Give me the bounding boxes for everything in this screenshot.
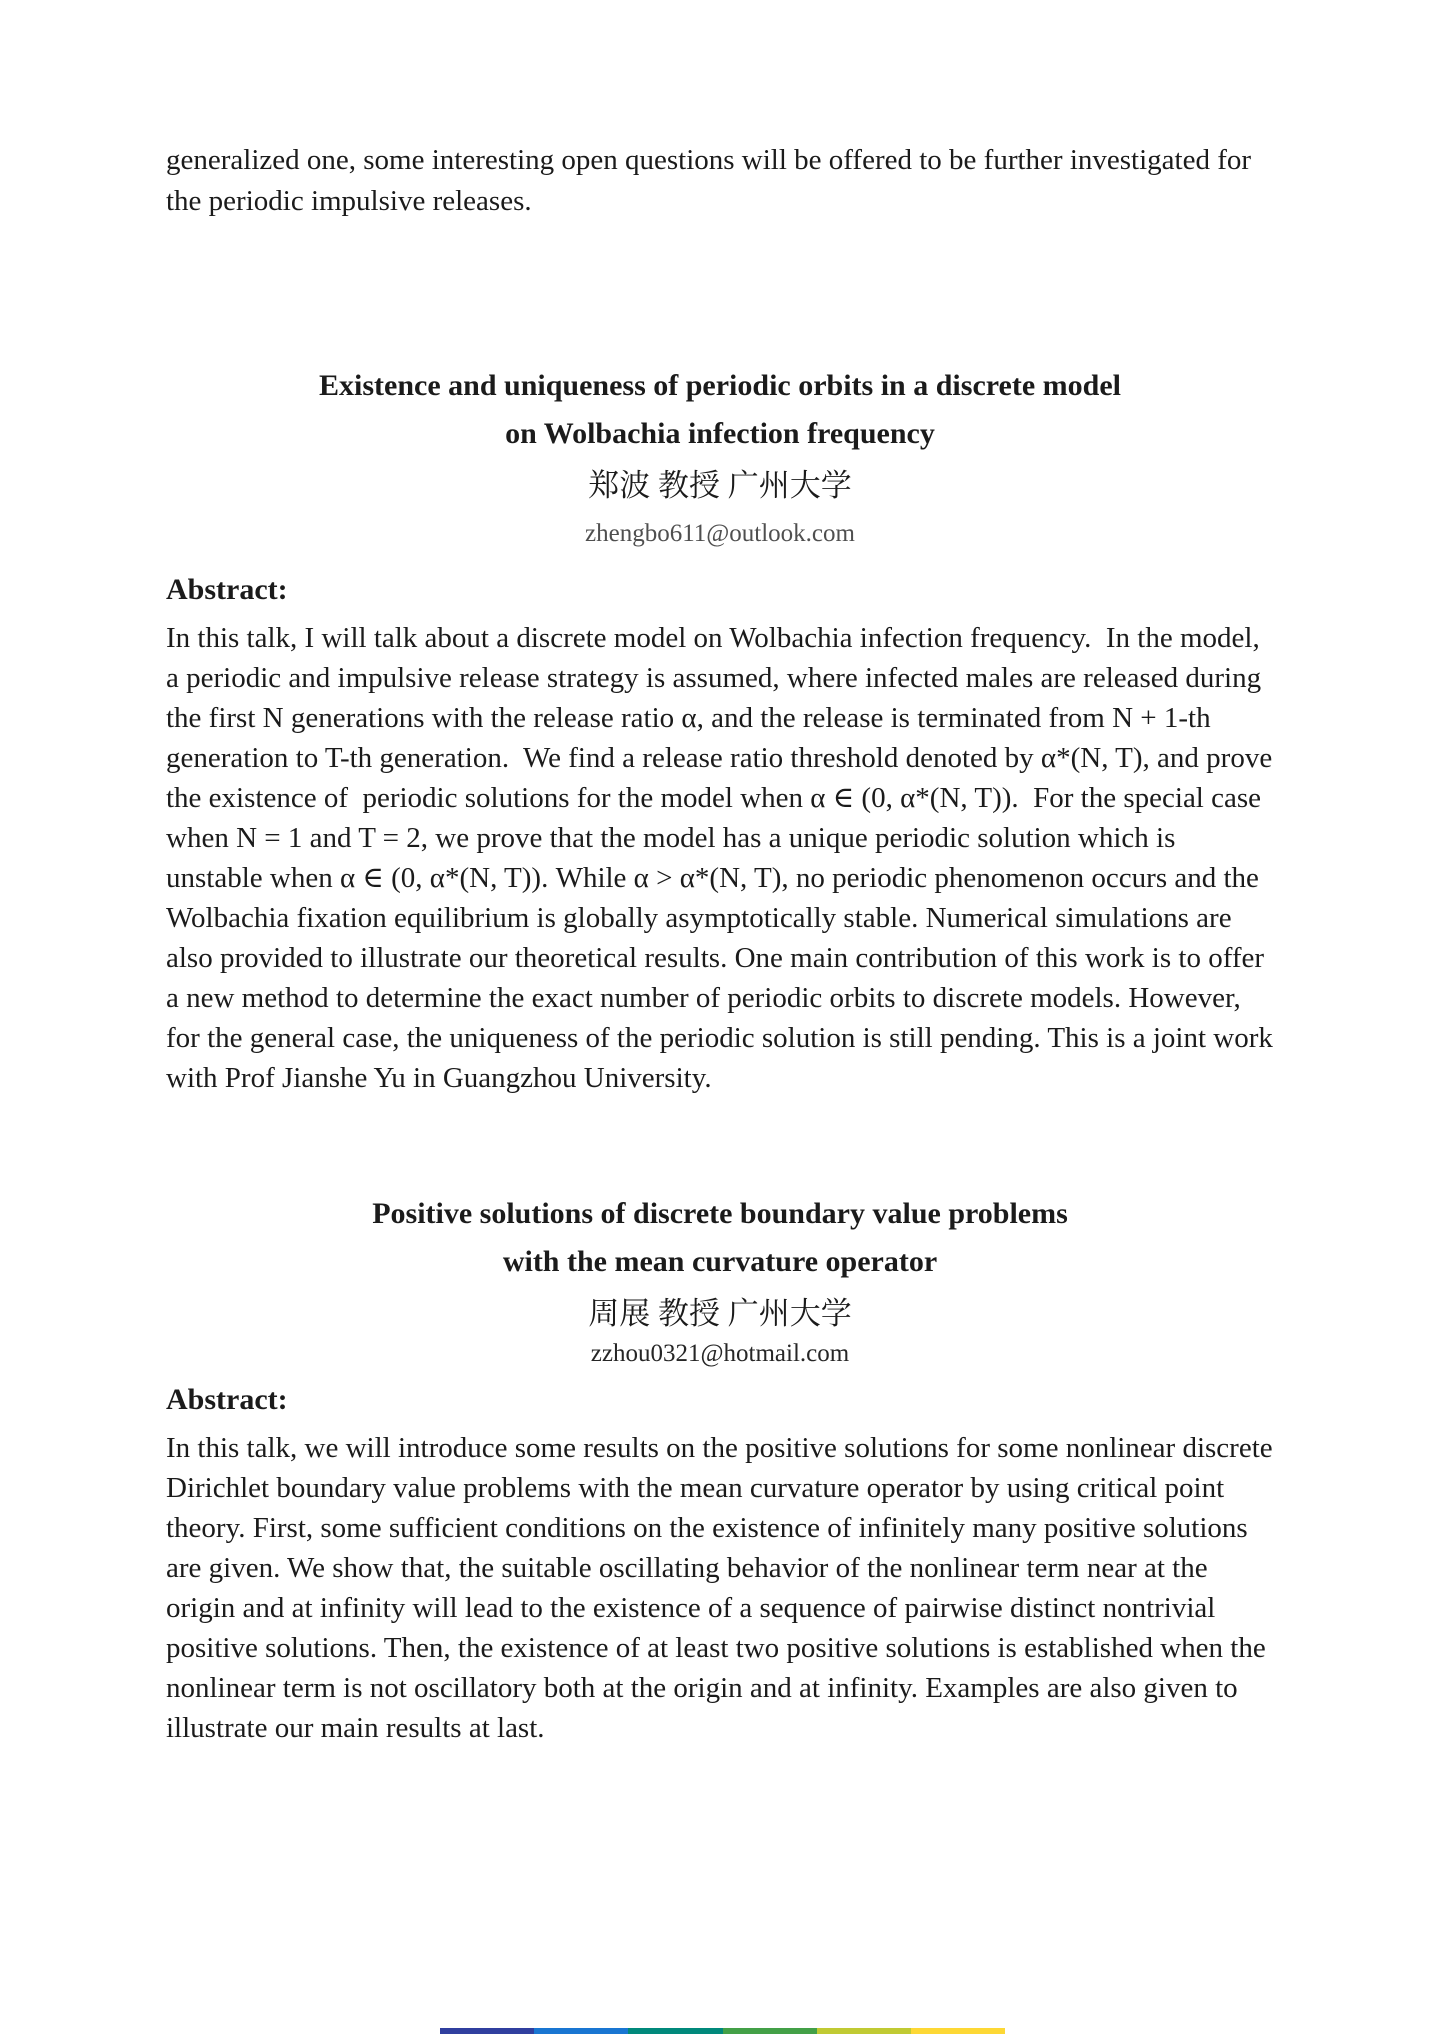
page-bottom-color-strip (440, 2028, 1005, 2034)
talk-1-abstract-label: Abstract: (166, 573, 288, 606)
talk-1-title (166, 362, 1274, 458)
talk-2-title (166, 1190, 1274, 1286)
talk-1-speaker-name: 郑波 教授 广州大学 (588, 468, 852, 503)
talk-2-title-line-1: Positive solutions of discrete boundary value problems (372, 1197, 1068, 1230)
talk-1-title-line-2: on Wolbachia infection frequency (505, 417, 935, 450)
talk-2-speaker-name: 周展 教授 广州大学 (588, 1296, 852, 1331)
talk-1-speaker-email: zhengbo611@outlook.com (585, 520, 855, 547)
intro-paragraph: generalized one, some interesting open questions will be offered to be further investigated for the periodic impulsive releases. (166, 144, 1259, 217)
talk-2-abstract-label: Abstract: (166, 1383, 288, 1416)
talk-2-abstract-text: In this talk, we will introduce some results on the positive solutions for some nonlinear discrete Dirichlet boundary value problems with the mean curvature operator by using critical point theory. First, some sufficient conditions on the existence of infinitely many positive solutions are given. We show that, the suitable oscillating behavior of the nonlinear term near at the origin and at infinity will lead to the existence of a sequence of pairwise distinct nontrivial positive solutions. Then, the existence of at least two positive solutions is established when the nonlinear term is not oscillatory both at the origin and at infinity. Examples are also given to illustrate our main results at last. (166, 1432, 1280, 1744)
talk-section-1 (166, 362, 1281, 1098)
talk-2-speaker-email: zzhou0321@hotmail.com (590, 1340, 850, 1367)
talk-section-2 (166, 1190, 1280, 1748)
talk-2-title-line-2: with the mean curvature operator (502, 1245, 938, 1278)
talk-1-title-line-1: Existence and uniqueness of periodic orbits in a discrete model (319, 369, 1121, 402)
talk-1-abstract-text: In this talk, I will talk about a discrete model on Wolbachia infection frequency. In the model, a periodic and impulsive release strategy is assumed, where infected males are released during the first N generations with the release ratio α, and the release is terminated from N + 1-th generation to T-th generation. We find a release ratio threshold denoted by α*(N, T), and prove the existence of periodic solutions for the model when α ∈ (0, α*(N, T)). For the special case when N = 1 and T = 2, we prove that the model has a unique periodic solution which is unstable when α ∈ (0, α*(N, T)). While α > α*(N, T), no periodic phenomenon occurs and the Wolbachia fixation equilibrium is globally asymptotically stable. Numerical simulations are also provided to illustrate our theoretical results. One main contribution of this work is to offer a new method to determine the exact number of periodic orbits to discrete models. However, for the general case, the uniqueness of the periodic solution is still pending. This is a joint work with Prof Jianshe Yu in Guangzhou University. (166, 622, 1281, 1094)
